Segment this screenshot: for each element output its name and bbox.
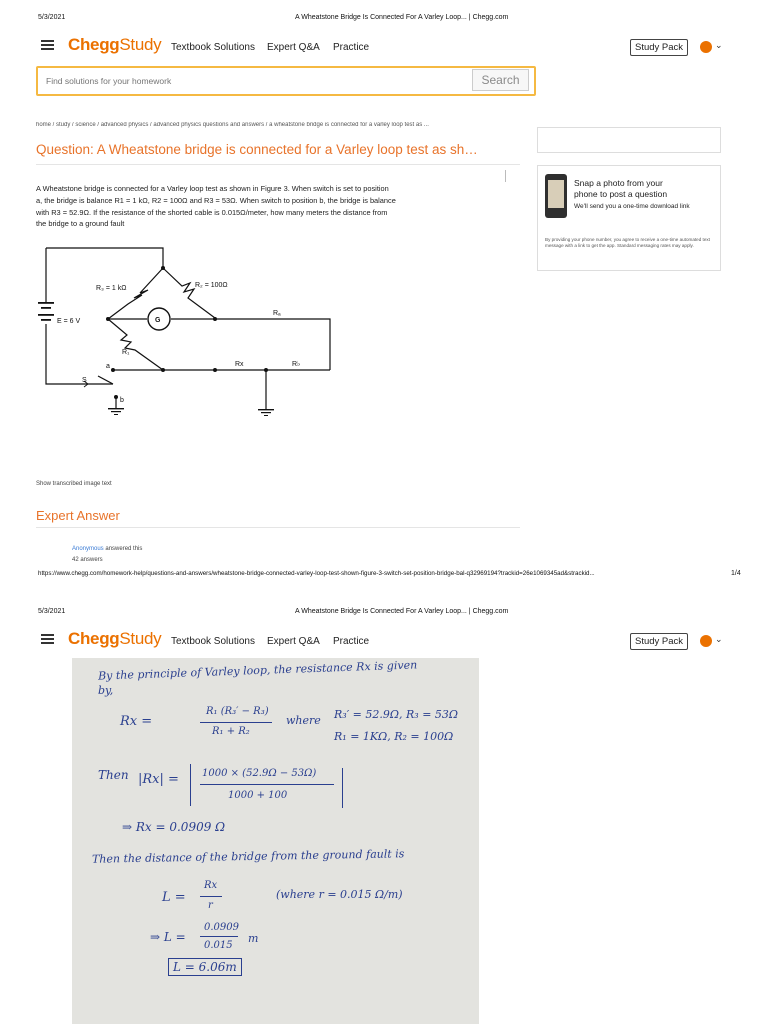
- node-switch-b: [114, 395, 118, 399]
- snap-line-1: Snap a photo from your: [574, 178, 663, 188]
- logo-study: Study: [119, 35, 162, 54]
- nav-expert-qa[interactable]: Expert Q&A: [267, 42, 320, 53]
- hw-l-bar: [200, 896, 222, 897]
- ground-b-bar-1: [108, 408, 124, 409]
- expert-answer-heading: Expert Answer: [36, 508, 120, 523]
- study-pack-button-2[interactable]: Study Pack: [630, 633, 688, 650]
- hw-l-den: r: [208, 900, 213, 911]
- breadcrumb: home / study / science / advanced physics / advanced physics questions and answers / a wheatstone bridge is connected for a varley loop test as ...: [36, 122, 429, 128]
- avatar[interactable]: [700, 41, 712, 53]
- hw-vals1: R₃′ = 52.9Ω, R₃ = 53Ω: [334, 708, 459, 721]
- hw-l2-unit: m: [248, 932, 259, 945]
- sidebar-top-box: [537, 127, 721, 153]
- show-transcribed-link[interactable]: Show transcribed image text: [36, 481, 112, 487]
- hamburger-menu-icon[interactable]: [41, 40, 54, 50]
- hw-abs-bar: [200, 784, 334, 785]
- chegg-study-logo-2[interactable]: [68, 629, 161, 649]
- node-left: [106, 317, 110, 321]
- label-rb: R♭: [292, 361, 301, 368]
- print-date-2: 5/3/2021: [38, 608, 66, 615]
- hw-l-lhs: L =: [162, 890, 186, 905]
- answer-meta: [72, 546, 142, 552]
- snap-line-2: phone to post a question: [574, 189, 668, 199]
- battery-plate-short: [41, 307, 51, 309]
- battery-plate-long: [38, 302, 54, 304]
- hw-abs-bar-right: [342, 768, 343, 808]
- disclaimer: By providing your phone number, you agree to receive a one-time automated text message with a link to get the app. Standard messaging rates may apply.: [545, 237, 710, 248]
- hamburger-menu-icon-2[interactable]: [41, 634, 54, 644]
- label-g: G: [155, 317, 161, 324]
- logo-chegg-2: Chegg: [68, 629, 120, 648]
- print-date: 5/3/2021: [38, 14, 66, 21]
- label-s: S: [82, 377, 87, 384]
- question-title: Question: A Wheatstone bridge is connected for a Varley loop test as sh…: [36, 142, 478, 157]
- ground-bar-2: [261, 412, 271, 413]
- label-b: b: [120, 397, 124, 404]
- hw-l-where: (where r = 0.015 Ω/m): [276, 888, 403, 901]
- circuit-figure: [30, 238, 340, 423]
- hw-l2-lhs: ⇒ L =: [150, 930, 186, 944]
- answers-count: 42 answers: [72, 557, 103, 563]
- nav-textbook-solutions[interactable]: Textbook Solutions: [171, 42, 255, 53]
- wire-top: [46, 248, 163, 268]
- hw-result1: ⇒ Rx = 0.0909 Ω: [122, 820, 226, 834]
- hw-formula-bar: [200, 722, 272, 723]
- expert-answer-divider: [36, 527, 520, 528]
- nav-textbook-solutions-2[interactable]: Textbook Solutions: [171, 636, 255, 647]
- hw-l2-num: 0.0909: [204, 922, 239, 933]
- nav-expert-qa-2[interactable]: Expert Q&A: [267, 636, 320, 647]
- hw-l2-bar: [200, 936, 238, 937]
- search-button[interactable]: Search: [472, 69, 529, 91]
- hw-abs-lhs: |Rx| =: [138, 772, 179, 787]
- label-a: a: [106, 363, 110, 370]
- hw-abs-num: 1000 × (52.9Ω − 53Ω): [202, 768, 317, 779]
- label-e: E = 6 V: [57, 318, 81, 325]
- scroll-indicator: [505, 170, 506, 182]
- hw-abs-den: 1000 + 100: [228, 790, 288, 801]
- wire-left: [46, 248, 113, 384]
- label-rx: Rx: [235, 361, 244, 368]
- node-ground: [264, 368, 268, 372]
- nav-practice[interactable]: Practice: [333, 42, 370, 53]
- hw-then: Then: [98, 768, 129, 782]
- hw-formula-num: R₁ (R₃′ − R₃): [206, 706, 269, 717]
- study-pack-button[interactable]: Study Pack: [630, 39, 688, 56]
- footer-url: https://www.chegg.com/homework-help/questions-and-answers/wheatstone-bridge-connected-varley-loop-test-shown-figure-3-switch-set-position-bridge-bal-q32969194?trackid=26e1069345ad&strackid...: [38, 570, 595, 577]
- label-r3: R₃ = 1 kΩ: [96, 285, 127, 292]
- hw-final: L = 6.06m: [168, 958, 242, 976]
- hw-vals2: R₁ = 1KΩ, R₂ = 100Ω: [334, 730, 454, 743]
- node-right: [213, 317, 217, 321]
- hw-abs-bar-left: [190, 764, 191, 806]
- author-link[interactable]: Anonymous: [72, 546, 104, 552]
- label-ra: Rₐ: [273, 310, 281, 317]
- search-input[interactable]: [44, 72, 468, 90]
- ground-bar-3: [264, 415, 268, 416]
- node-top: [161, 266, 165, 270]
- node-switch-a: [111, 368, 115, 372]
- label-r1: R₁: [122, 349, 130, 356]
- nav-practice-2[interactable]: Practice: [333, 636, 370, 647]
- ground-bar-1: [258, 409, 274, 410]
- search-bar: [36, 66, 536, 96]
- label-r2: R₂ = 100Ω: [195, 282, 228, 289]
- avatar-2[interactable]: [700, 635, 712, 647]
- footer-page: 1/4: [731, 570, 741, 577]
- hw-line1: By the principle of Varley loop, the resistance Rx is given: [97, 658, 418, 683]
- hw-l2-den: 0.015: [204, 940, 233, 951]
- battery-plate-long-2: [38, 314, 54, 316]
- chevron-down-icon-2[interactable]: ⌄: [715, 634, 723, 644]
- question-body: A Wheatstone bridge is connected for a Varley loop test as shown in Figure 3. When switch is set to position a, the bridge is balance R1 = 1 kΩ, R2 = 100Ω and R3 = 53Ω. When switch to position b, the bridge is balance with R3 = 52.9Ω. If the resistance of the shorted cable is 0.015Ω/meter, how many meters the distance from the bridge to a ground fault: [36, 184, 396, 229]
- hw-formula-lhs: Rx =: [120, 714, 153, 729]
- handwritten-answer-image: [72, 658, 479, 1024]
- node-bottom: [161, 368, 165, 372]
- hw-formula-den: R₁ + R₂: [212, 726, 250, 737]
- chevron-down-icon[interactable]: ⌄: [715, 40, 723, 50]
- print-title-2: A Wheatstone Bridge Is Connected For A Varley Loop... | Chegg.com: [295, 608, 509, 615]
- switch-blade: [98, 376, 113, 384]
- ground-b-bar-2: [111, 411, 121, 412]
- battery-plate-short-2: [41, 319, 51, 321]
- hw-l-num: Rx: [204, 880, 218, 891]
- logo-chegg: Chegg: [68, 35, 120, 54]
- print-title: A Wheatstone Bridge Is Connected For A Varley Loop... | Chegg.com: [295, 14, 509, 21]
- logo-study-2: Study: [119, 629, 162, 648]
- hw-where: where: [286, 714, 321, 727]
- snap-photo-card: [537, 165, 721, 271]
- chegg-study-logo[interactable]: [68, 35, 161, 55]
- answered-text: answered this: [105, 546, 143, 552]
- bridge-right-upper: [163, 268, 215, 318]
- node-rx-right: [213, 368, 217, 372]
- hw-line2: by,: [98, 684, 114, 697]
- title-divider: [36, 164, 520, 165]
- send-link-text: We'll send you a one-time download link: [574, 203, 690, 210]
- phone-image: [545, 174, 567, 218]
- ground-b-bar-3: [114, 414, 118, 415]
- hw-then-dist: Then the distance of the bridge from the ground fault is: [91, 847, 405, 866]
